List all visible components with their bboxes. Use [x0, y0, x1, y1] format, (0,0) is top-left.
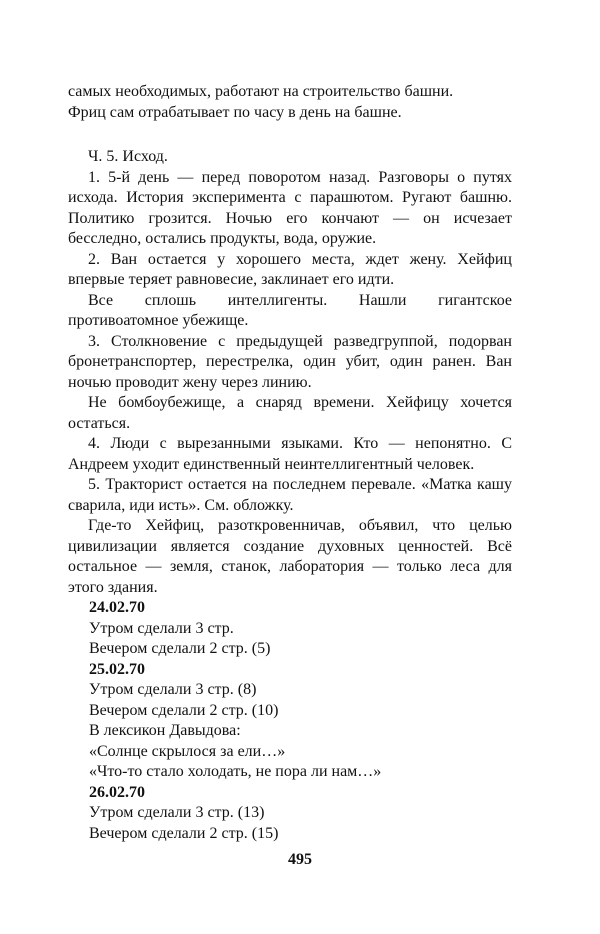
page-number: 495: [288, 851, 312, 868]
diary-line: Вечером сделали 2 стр. (10): [89, 701, 279, 719]
diary-line: Утром сделали 3 стр. (8): [89, 681, 257, 698]
paragraph-5: Не бомбоубежище, а снаряд времени. Хейфицу хочется остаться.: [68, 394, 512, 432]
opening-line-1: самых необходимых, работают на строительство башни.: [68, 83, 454, 100]
page-body: [68, 82, 512, 844]
paragraph-4: 3. Столкновение с предыдущей разведгруппой, подорван бронетранспортер, перестрелка, один убит, один ранен. Ван ночью проводит жену через линию.: [68, 332, 512, 391]
diary-quote: «Солнце скрылося за ели…»: [89, 742, 286, 760]
paragraph-1: 1. 5-й день — перед поворотом назад. Разговоры о путях исхода. История эксперимента с парашютом. Ругают башню. Политико грозится. Ночью его кончают — он исчезает бесследно, остались продукты, вода, оружие.: [68, 168, 512, 247]
paragraph-2: 2. Ван остается у хорошего места, ждет жену. Хейфиц впервые теряет равновесие, заклинает его идти.: [68, 250, 512, 288]
opening-text: [68, 82, 512, 123]
paragraph-7: 5. Тракторист остается на последнем перевале. «Матка кашу сварила, иди исть». См. обложку.: [68, 476, 512, 514]
diary-date-3: 26.02.70: [89, 783, 145, 801]
diary-date-2: 25.02.70: [89, 660, 145, 678]
diary-line: Вечером сделали 2 стр. (5): [89, 640, 271, 657]
diary-line: Утром сделали 3 стр.: [89, 619, 234, 637]
paragraph-3: Все сплошь интеллигенты. Нашли гигантское противоатомное убежище.: [68, 291, 512, 329]
diary-entries: [68, 598, 512, 844]
diary-line: Вечером сделали 2 стр. (15): [89, 824, 279, 842]
opening-line-2: Фриц сам отрабатывает по часу в день на башне.: [68, 103, 402, 121]
diary-quote: «Что-то стало холодать, не пора ли нам…»: [89, 763, 382, 780]
paragraph-8: Где-то Хейфиц, разоткровенничав, объявил, что целью цивилизации является создание духовных ценностей. Всё остальное — земля, станок, лаборатория — только леса для этого здания.: [68, 517, 512, 596]
diary-line: Утром сделали 3 стр. (13): [89, 804, 265, 821]
chapter-heading: Ч. 5. Исход.: [88, 148, 168, 165]
diary-line: В лексикон Давыдова:: [89, 722, 241, 739]
diary-date-1: 24.02.70: [89, 599, 145, 616]
paragraph-6: 4. Люди с вырезанными языками. Кто — непонятно. С Андреем уходит единственный неинтеллигентный человек.: [68, 435, 512, 473]
